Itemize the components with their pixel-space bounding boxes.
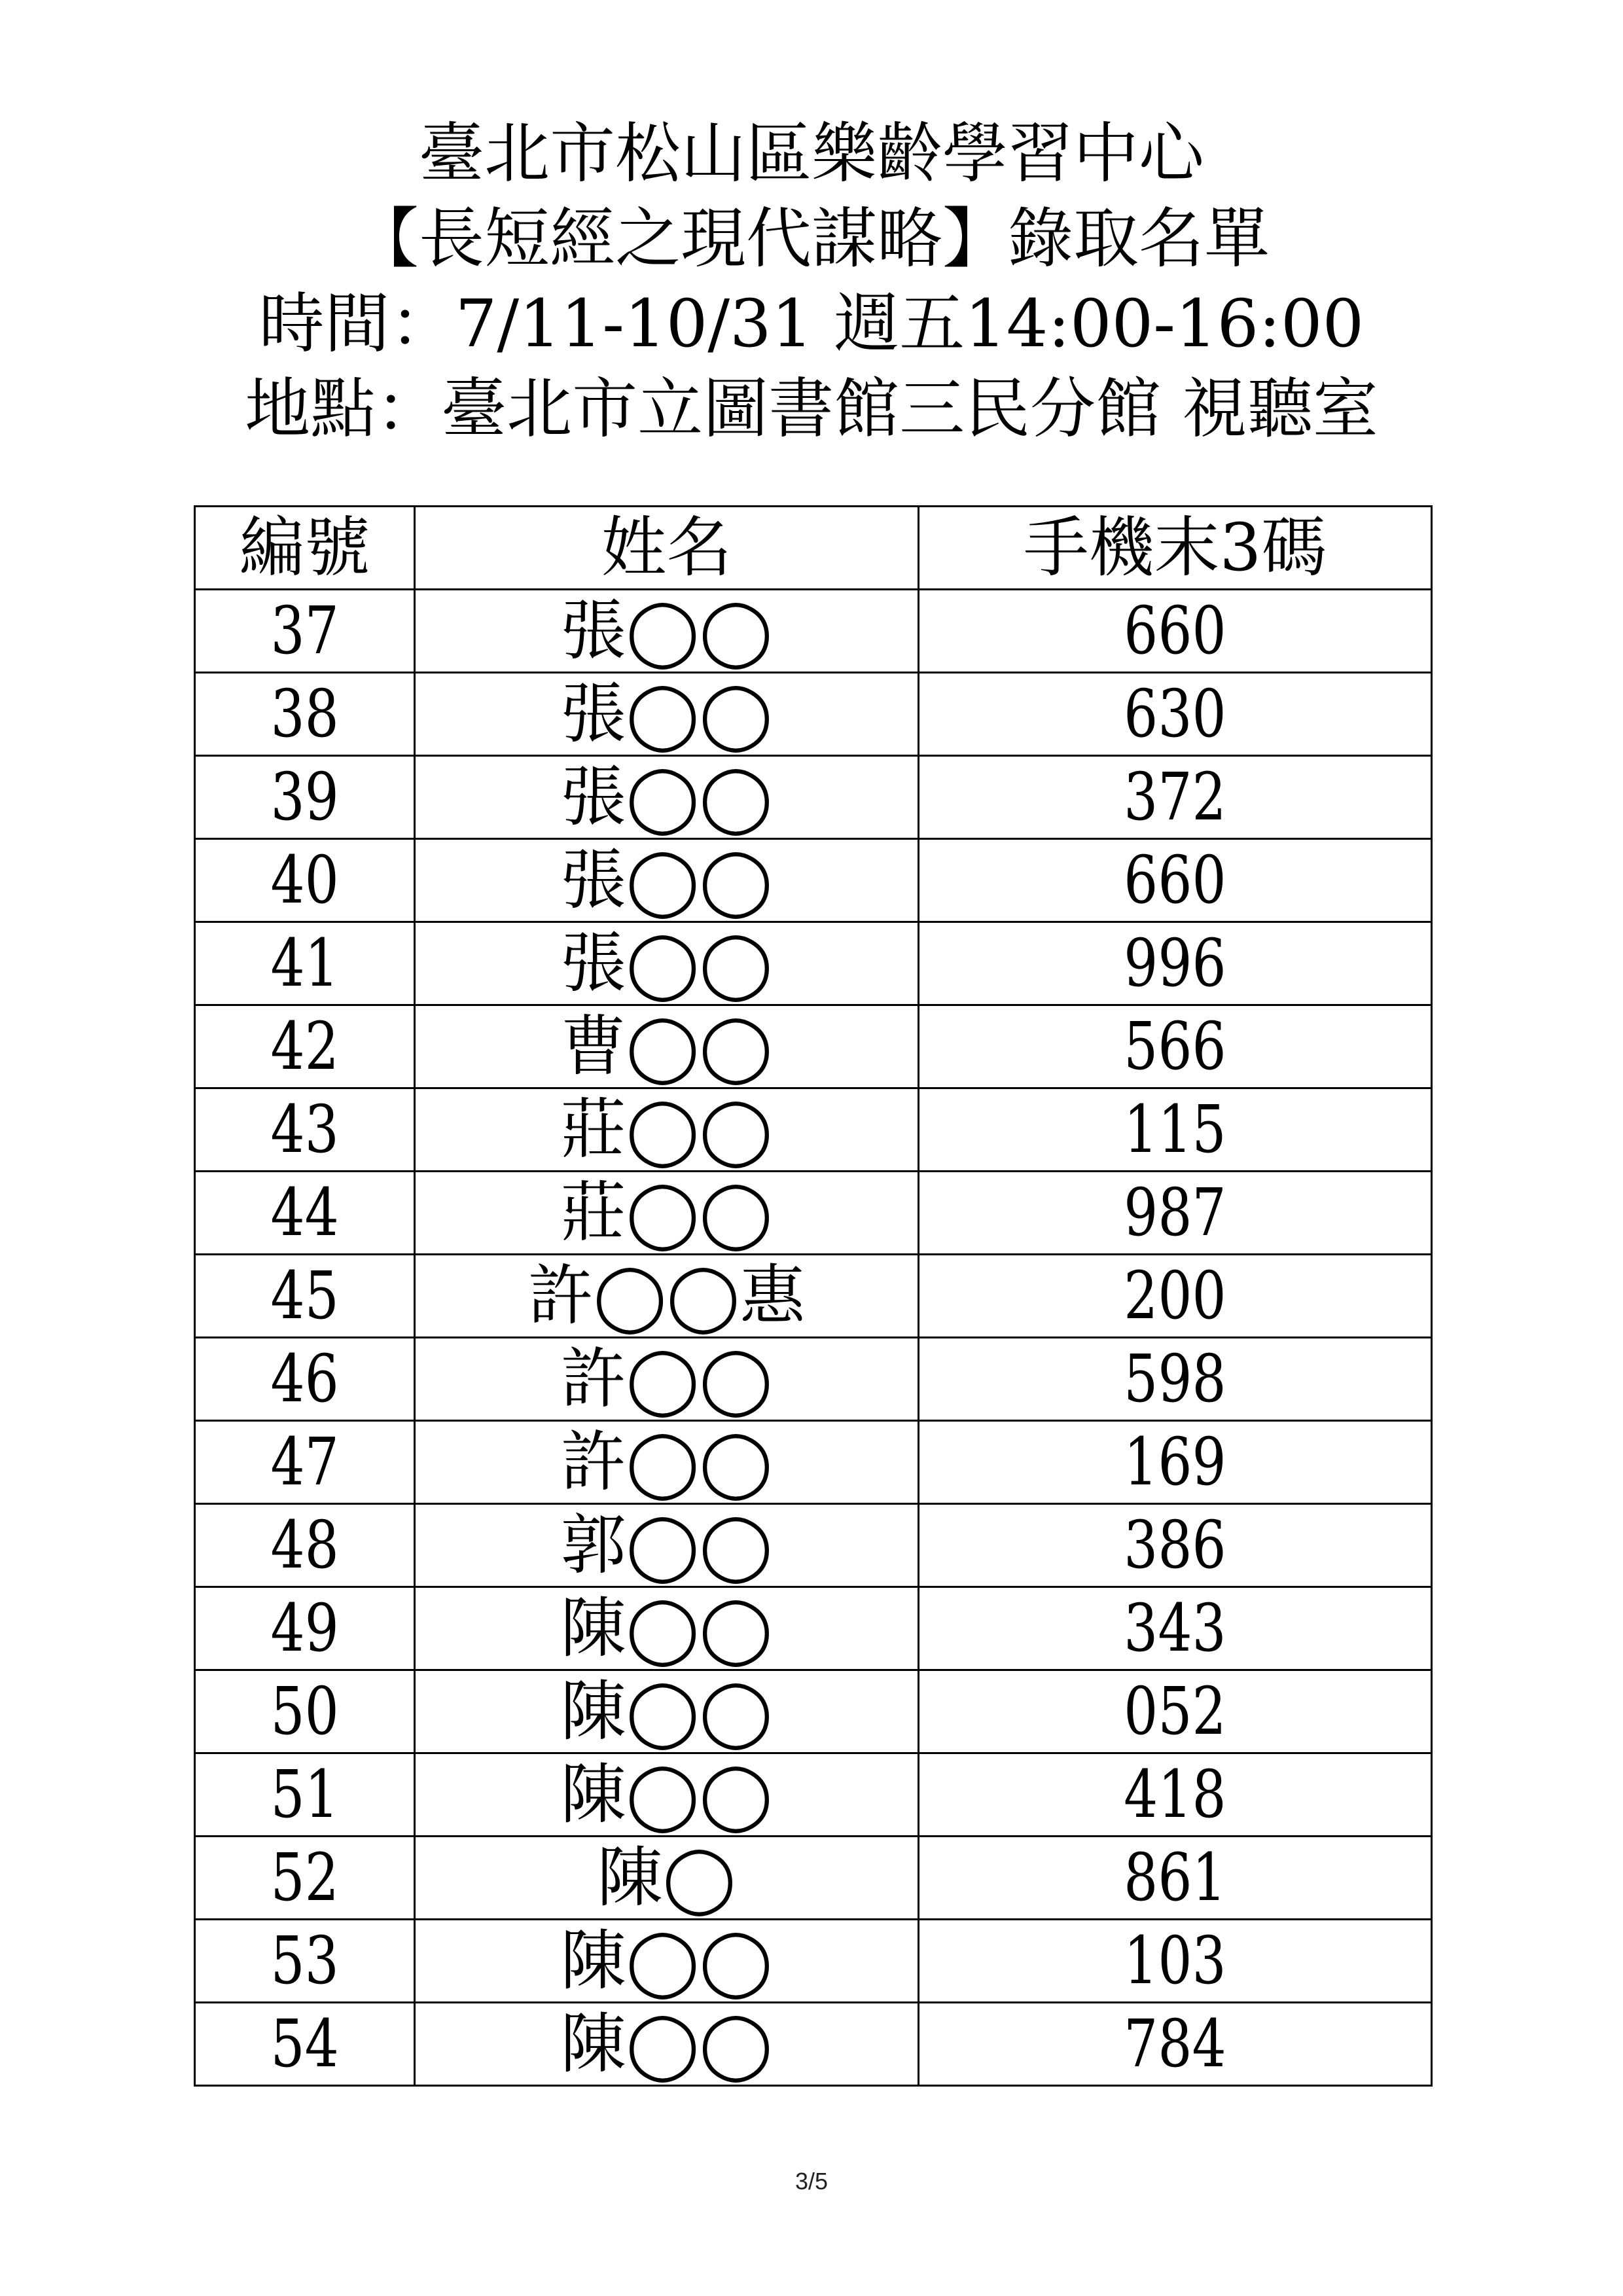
cell-phone (919, 1753, 1432, 1837)
phone-value: 660 (1124, 592, 1226, 669)
number-value: 37 (270, 592, 339, 669)
cell-phone (919, 1005, 1432, 1088)
cell-name: 莊◯◯ (415, 1088, 919, 1172)
table-row (195, 1504, 1432, 1587)
list-title: 【長短經之現代謀略】錄取名單 (353, 200, 1270, 277)
phone-value: 343 (1124, 1590, 1226, 1666)
table-row (195, 1837, 1432, 1920)
number-value: 46 (270, 1340, 339, 1417)
time-info: 時間：7/11-10/31 週五14:00-16:00 (259, 285, 1364, 362)
table-row (195, 1670, 1432, 1753)
cell-name: 張◯◯ (415, 922, 919, 1005)
cell-number (195, 1504, 415, 1587)
number-value: 38 (270, 675, 339, 752)
phone-value: 418 (1124, 1756, 1226, 1833)
cell-phone (919, 2003, 1432, 2086)
phone-value: 200 (1124, 1257, 1226, 1334)
cell-name: 張◯◯ (415, 590, 919, 673)
table-row (195, 1005, 1432, 1088)
cell-phone (919, 590, 1432, 673)
cell-number (195, 673, 415, 756)
table-row (195, 1088, 1432, 1172)
phone-value: 386 (1124, 1507, 1226, 1583)
phone-value: 861 (1124, 1839, 1226, 1916)
org-title: 臺北市松山區樂齡學習中心 (419, 115, 1204, 192)
table-row (195, 1255, 1432, 1338)
cell-phone (919, 1255, 1432, 1338)
table-row (195, 922, 1432, 1005)
cell-name: 張◯◯ (415, 673, 919, 756)
cell-number (195, 839, 415, 922)
table-row (195, 1338, 1432, 1421)
number-value: 51 (270, 1756, 339, 1833)
number-value: 47 (270, 1424, 339, 1500)
phone-value: 169 (1124, 1424, 1226, 1500)
cell-phone (919, 1587, 1432, 1670)
cell-number (195, 590, 415, 673)
cell-name: 許◯◯ (415, 1421, 919, 1504)
column-header-phone: 手機末3碼 (919, 507, 1432, 590)
column-header-name: 姓名 (415, 507, 919, 590)
table-row (195, 1920, 1432, 2003)
table-row (195, 590, 1432, 673)
cell-phone (919, 673, 1432, 756)
table-row (195, 1587, 1432, 1670)
cell-number (195, 1837, 415, 1920)
phone-value: 660 (1124, 842, 1226, 918)
phone-value: 784 (1124, 2005, 1226, 2082)
cell-phone (919, 1088, 1432, 1172)
cell-number (195, 2003, 415, 2086)
phone-value: 630 (1124, 675, 1226, 752)
number-value: 49 (270, 1590, 339, 1666)
table-row (195, 756, 1432, 839)
cell-number (195, 1255, 415, 1338)
table-row (195, 1172, 1432, 1255)
cell-name: 陳◯◯ (415, 1670, 919, 1753)
phone-value: 103 (1124, 1922, 1226, 1999)
cell-number (195, 1172, 415, 1255)
cell-number (195, 1338, 415, 1421)
cell-number (195, 1587, 415, 1670)
table-header-row (195, 507, 1432, 590)
cell-phone (919, 1421, 1432, 1504)
cell-phone (919, 1172, 1432, 1255)
admission-table (194, 505, 1433, 2087)
cell-number (195, 1421, 415, 1504)
cell-name: 張◯◯ (415, 839, 919, 922)
cell-name: 許◯◯ (415, 1338, 919, 1421)
table-row (195, 673, 1432, 756)
number-value: 43 (270, 1091, 339, 1168)
cell-name: 莊◯◯ (415, 1172, 919, 1255)
cell-phone (919, 1338, 1432, 1421)
number-value: 40 (270, 842, 339, 918)
table-row (195, 2003, 1432, 2086)
phone-value: 996 (1124, 925, 1226, 1001)
cell-number (195, 1005, 415, 1088)
cell-number (195, 1920, 415, 2003)
cell-phone (919, 1837, 1432, 1920)
number-value: 45 (270, 1257, 339, 1334)
phone-value: 987 (1124, 1174, 1226, 1251)
cell-name: 張◯◯ (415, 756, 919, 839)
cell-phone (919, 839, 1432, 922)
cell-name: 郭◯◯ (415, 1504, 919, 1587)
number-value: 48 (270, 1507, 339, 1583)
table-row (195, 1421, 1432, 1504)
number-value: 39 (270, 759, 339, 835)
cell-name: 陳◯◯ (415, 1920, 919, 2003)
table-row (195, 839, 1432, 922)
column-header-number: 編號 (195, 507, 415, 590)
cell-name: 曹◯◯ (415, 1005, 919, 1088)
location-info: 地點：臺北市立圖書館三民分館 視聽室 (245, 370, 1378, 447)
phone-value: 566 (1124, 1008, 1226, 1085)
number-value: 53 (270, 1922, 339, 1999)
number-value: 52 (270, 1839, 339, 1916)
cell-phone (919, 1670, 1432, 1753)
number-value: 44 (270, 1174, 339, 1251)
cell-phone (919, 1920, 1432, 2003)
cell-number (195, 756, 415, 839)
cell-number (195, 922, 415, 1005)
document-header (0, 111, 1623, 452)
cell-name: 陳◯◯ (415, 2003, 919, 2086)
table-row (195, 1753, 1432, 1837)
phone-value: 598 (1124, 1340, 1226, 1417)
number-value: 54 (270, 2005, 339, 2082)
cell-name: 陳◯◯ (415, 1753, 919, 1837)
phone-value: 052 (1124, 1673, 1226, 1749)
cell-phone (919, 922, 1432, 1005)
phone-value: 372 (1124, 759, 1226, 835)
cell-name: 陳◯◯ (415, 1587, 919, 1670)
cell-name: 陳◯ (415, 1837, 919, 1920)
cell-phone (919, 756, 1432, 839)
phone-value: 115 (1124, 1091, 1226, 1168)
cell-number (195, 1670, 415, 1753)
cell-phone (919, 1504, 1432, 1587)
number-value: 50 (270, 1673, 339, 1749)
cell-name: 許◯◯惠 (415, 1255, 919, 1338)
number-value: 42 (270, 1008, 339, 1085)
cell-number (195, 1753, 415, 1837)
number-value: 41 (270, 925, 339, 1001)
page-number: 3/5 (794, 2168, 829, 2195)
cell-number (195, 1088, 415, 1172)
